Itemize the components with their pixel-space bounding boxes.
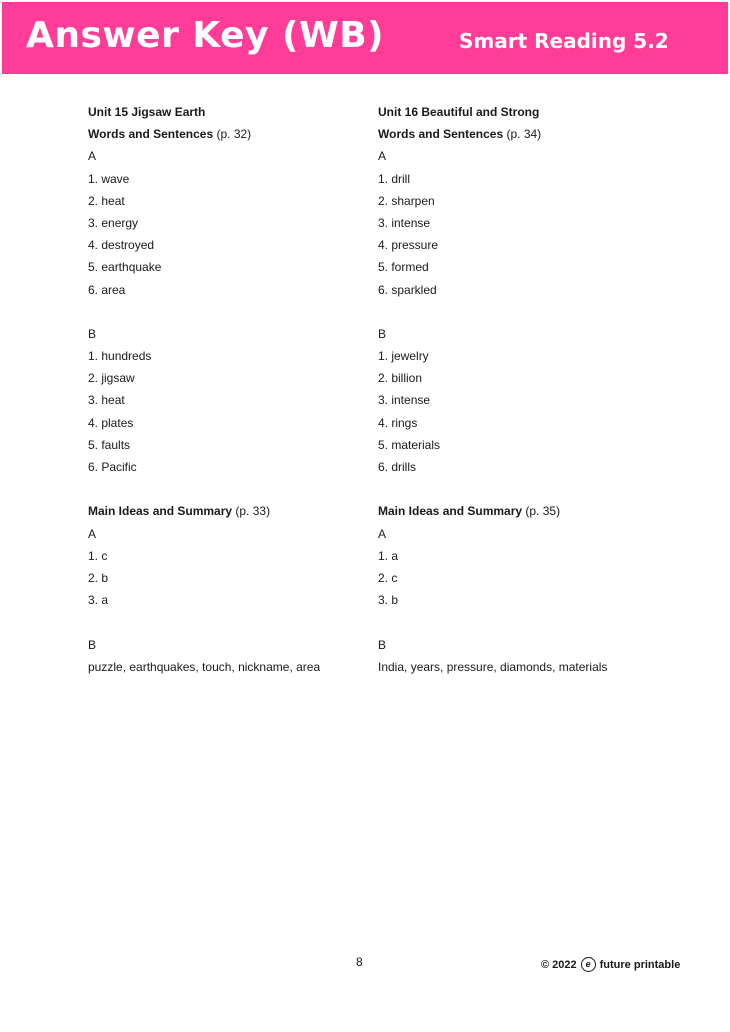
section-heading-words — [88, 123, 388, 145]
answer-item: 3. intense — [378, 393, 431, 408]
unit-heading: Unit 16 Beautiful and Strong — [378, 105, 540, 119]
answer-item: 2. c — [378, 570, 398, 585]
brand-name: future printable — [599, 958, 681, 971]
answer-item: 5. earthquake — [88, 260, 162, 275]
unit-16-column — [378, 101, 678, 678]
part-label: A — [88, 526, 97, 541]
answer-item: 3. heat — [88, 393, 125, 408]
answer-item: 2. b — [88, 570, 109, 585]
answer-item: 6. drills — [378, 460, 417, 474]
answer-item: 4. pressure — [378, 238, 439, 253]
answer-item: 4. rings — [378, 415, 418, 430]
answer-item: 6. area — [88, 282, 126, 297]
spacer — [378, 301, 678, 323]
header-banner — [2, 2, 728, 74]
spacer — [88, 478, 388, 500]
page-number: 8 — [356, 955, 363, 969]
answer-item: 1. drill — [378, 171, 411, 186]
section-heading-main-ideas — [88, 500, 388, 522]
answer-item: 1. c — [88, 548, 108, 563]
answer-item: 1. wave — [88, 171, 130, 186]
summary-answer: India, years, pressure, diamonds, materials — [378, 659, 608, 674]
answer-item: 3. intense — [378, 215, 431, 230]
spacer — [378, 478, 678, 500]
page-title: Answer Key (WB) — [26, 15, 385, 56]
unit-heading: Unit 15 Jigsaw Earth — [88, 105, 206, 119]
answer-item: 3. b — [378, 593, 399, 608]
answer-item: 1. a — [378, 548, 399, 563]
answer-item: 6. Pacific — [88, 460, 137, 474]
answer-item: 2. sharpen — [378, 193, 435, 208]
section-label: Words and Sentences — [88, 127, 214, 142]
answer-item: 6. sparkled — [378, 282, 437, 297]
part-label: A — [378, 526, 387, 541]
answer-item: 5. faults — [88, 437, 131, 452]
answer-item: 4. destroyed — [88, 238, 155, 253]
page-reference: (p. 33) — [235, 504, 271, 519]
summary-answer: puzzle, earthquakes, touch, nickname, area — [88, 659, 321, 674]
unit-15-column — [88, 101, 388, 678]
spacer — [88, 611, 388, 633]
part-label: A — [88, 149, 97, 164]
part-label: B — [88, 637, 97, 652]
answer-item: 2. heat — [88, 193, 125, 208]
part-label: A — [378, 149, 387, 164]
section-heading-words — [378, 123, 678, 145]
answer-item: 5. formed — [378, 260, 429, 275]
section-heading-main-ideas — [378, 500, 678, 522]
answer-item: 1. jewelry — [378, 349, 429, 364]
section-label: Words and Sentences — [378, 127, 504, 142]
answer-item: 2. billion — [378, 371, 423, 386]
copyright-notice — [541, 957, 680, 972]
answer-item: 4. plates — [88, 415, 134, 430]
page-reference: (p. 34) — [506, 127, 542, 142]
brand-logo-icon: e — [581, 957, 596, 972]
part-label: B — [88, 326, 97, 341]
answer-item: 3. energy — [88, 215, 139, 230]
book-title: Smart Reading 5.2 — [459, 29, 669, 53]
answer-item: 5. materials — [378, 437, 441, 452]
part-label: B — [378, 326, 387, 341]
part-label: B — [378, 637, 387, 652]
page-reference: (p. 35) — [525, 504, 561, 519]
page-reference: (p. 32) — [216, 127, 252, 142]
copyright-text: © 2022 — [541, 958, 577, 971]
spacer — [378, 611, 678, 633]
spacer — [88, 301, 388, 323]
section-label: Main Ideas and Summary — [378, 504, 523, 519]
answer-item: 3. a — [88, 593, 109, 608]
answer-item: 2. jigsaw — [88, 371, 135, 386]
section-label: Main Ideas and Summary — [88, 504, 233, 519]
answer-item: 1. hundreds — [88, 349, 152, 364]
